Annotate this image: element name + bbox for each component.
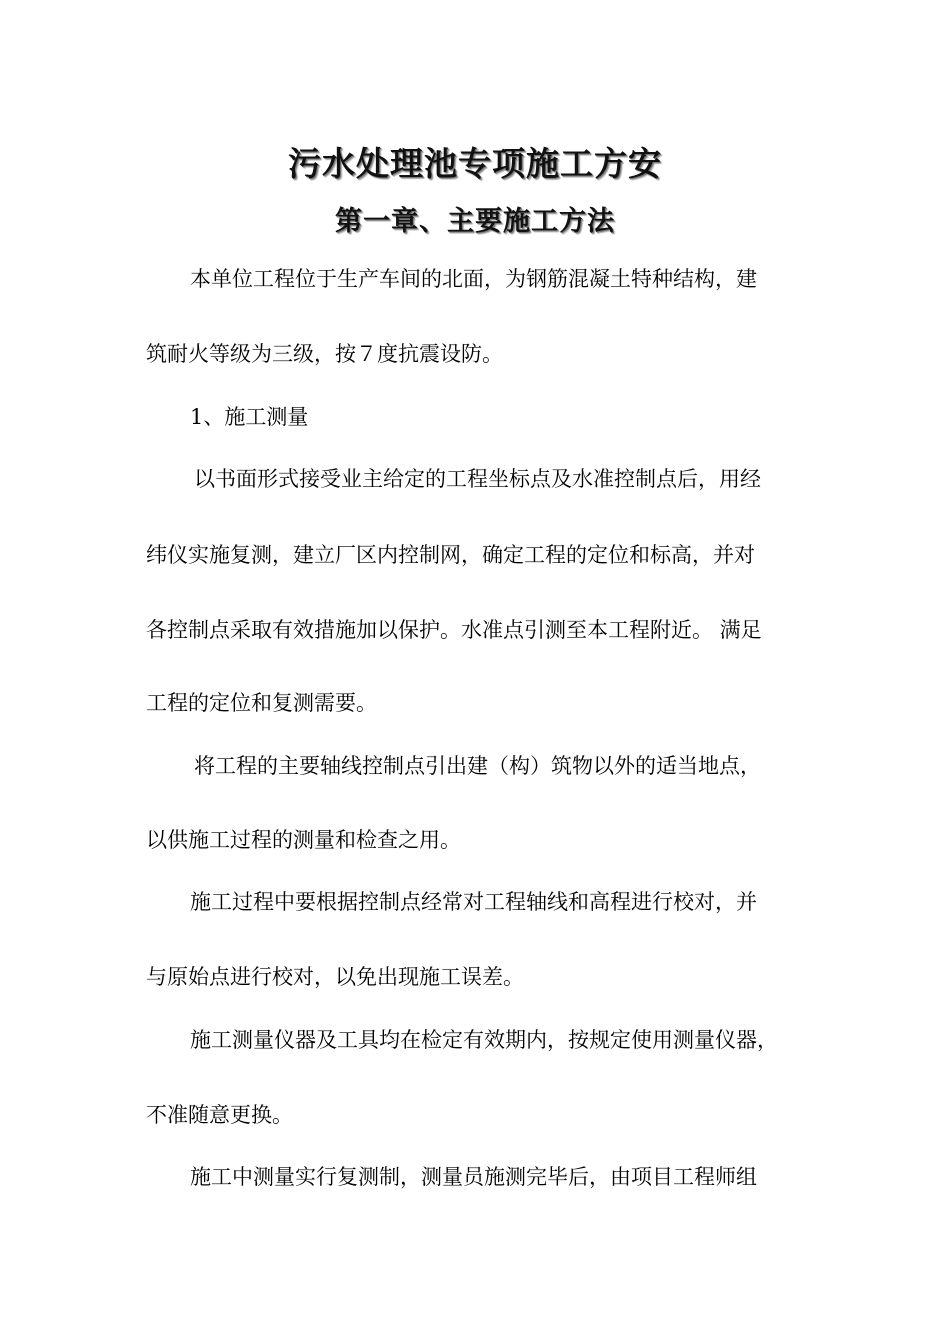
paragraph-line: 筑耐火等级为三级，按７度抗震设防。: [146, 342, 503, 366]
paragraph-line: 与原始点进行校对，以免出现施工误差。: [146, 965, 524, 989]
paragraph-line: 施工中测量实行复测制，测量员施测完毕后，由项目工程师组: [190, 1165, 757, 1189]
paragraph-line: 以供施工过程的测量和检查之用。: [146, 828, 461, 852]
section-heading: 1、施工测量: [190, 405, 309, 429]
paragraph-line: 各控制点采取有效措施加以保护。水准点引测至本工程附近。 满足: [146, 618, 762, 642]
paragraph-line: 纬仪实施复测，建立厂区内控制网，确定工程的定位和标高，并对: [146, 543, 755, 567]
paragraph-line: 不准随意更换。: [146, 1103, 293, 1127]
paragraph-line: 将工程的主要轴线控制点引出建（构）筑物以外的适当地点，: [194, 754, 761, 778]
document-title: 污水处理池专项施工方安: [288, 144, 662, 183]
chapter-heading: 第一章、主要施工方法: [335, 206, 615, 237]
paragraph-line: 工程的定位和复测需要。: [146, 691, 377, 715]
paragraph-line: 施工测量仪器及工具均在检定有效期内，按规定使用测量仪器，: [190, 1028, 778, 1052]
paragraph-line: 施工过程中要根据控制点经常对工程轴线和高程进行校对，并: [190, 890, 757, 914]
paragraph-line: 以书面形式接受业主给定的工程坐标点及水准控制点后，用经: [194, 467, 761, 491]
paragraph-line: 本单位工程位于生产车间的北面，为钢筋混凝土特种结构，建: [190, 267, 757, 291]
